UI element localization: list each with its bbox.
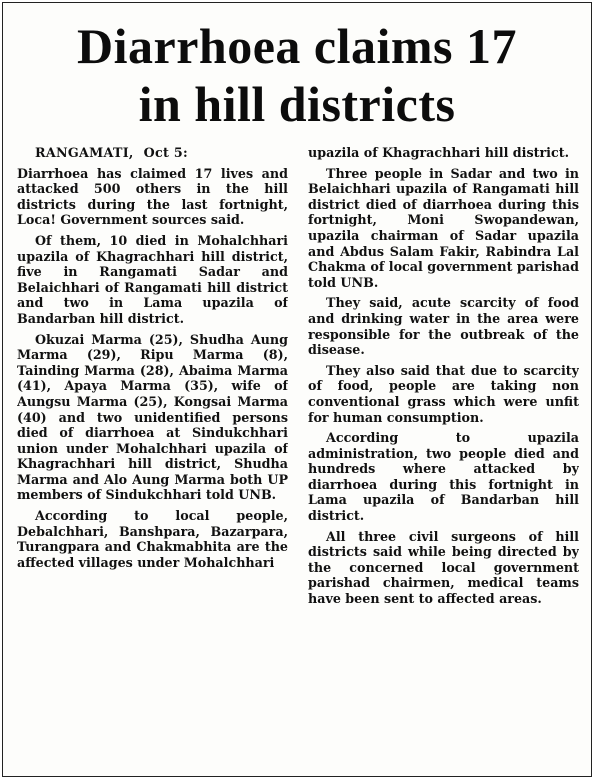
article-paragraph: Of them, 10 died in Mohalchhari upazila of Khagrachhari hill district, five in Rangamati Sadar and Belaichhari of Rangamati hill district and two in Lama upazila of Bandarban hill district. [17,232,288,326]
article-paragraph: All three civil surgeons of hill districts said while being directed by the concerned local government parishad chairmen, medical teams have been sent to affected areas. [308,528,579,607]
article-paragraph: According to local people, Debalchhari, Banshpara, Bazarpara, Turangpara and Chakmabhita are the affected villages under Mohalchhari [17,508,288,570]
dateline-date: Oct 5: [143,145,189,160]
article-paragraph: They said, acute scarcity of food and drinking water in the area were responsible for the outbreak of the disease. [308,295,579,358]
article-paragraph: Three people in Sadar and two in Belaichhari upazila of Rangamati hill district died of diarrhoea during this fortnight, Moni Swopandewan, upazila chairman of Sadar upazila and Abdus Salam Fakir, Rabindra Lal Chakma of local government parishad told UNB. [308,165,579,290]
headline-line-2: in hill districts [138,76,456,132]
article-paragraph: Diarrhoea has claimed 17 lives and attacked 500 others in the hill districts during the last fortnight, Loca! Government sources said. [17,165,288,228]
article-paragraph: Okuzai Marma (25), Shudha Aung Marma (29), Ripu Marma (8), Tainding Marma (28), Abaima Marma (41), Apaya Marma (35), wife of Aungsu Marma (25), Kongsai Marma (40) and two unidentified persons died of diarrhoea at Sindukchhari union under Mohalchhari upazila of Khagrachhari hill district, Shudha Marma and Alo Aung Marma both UP members of Sindukchhari told UNB. [17,331,288,503]
newspaper-clipping [2,2,592,777]
dateline-place: RANGAMATI, [35,145,134,160]
article-paragraph: According to upazila administration, two people died and hundreds where attacked by diarrhoea during this fortnight in Lama upazila of Bandarban hill district. [308,430,579,524]
article-body [17,145,579,770]
article-paragraph: They also said that due to scarcity of food, people are taking non conventional grass which were unfit for human consumption. [308,362,579,425]
headline-line-1: Diarrhoea claims 17 [77,18,517,74]
article-paragraph: upazila of Khagrachhari hill district. [308,145,570,160]
headline [3,3,591,133]
article-column-2 [308,145,579,770]
article-column-1 [17,145,288,770]
dateline [17,145,288,161]
